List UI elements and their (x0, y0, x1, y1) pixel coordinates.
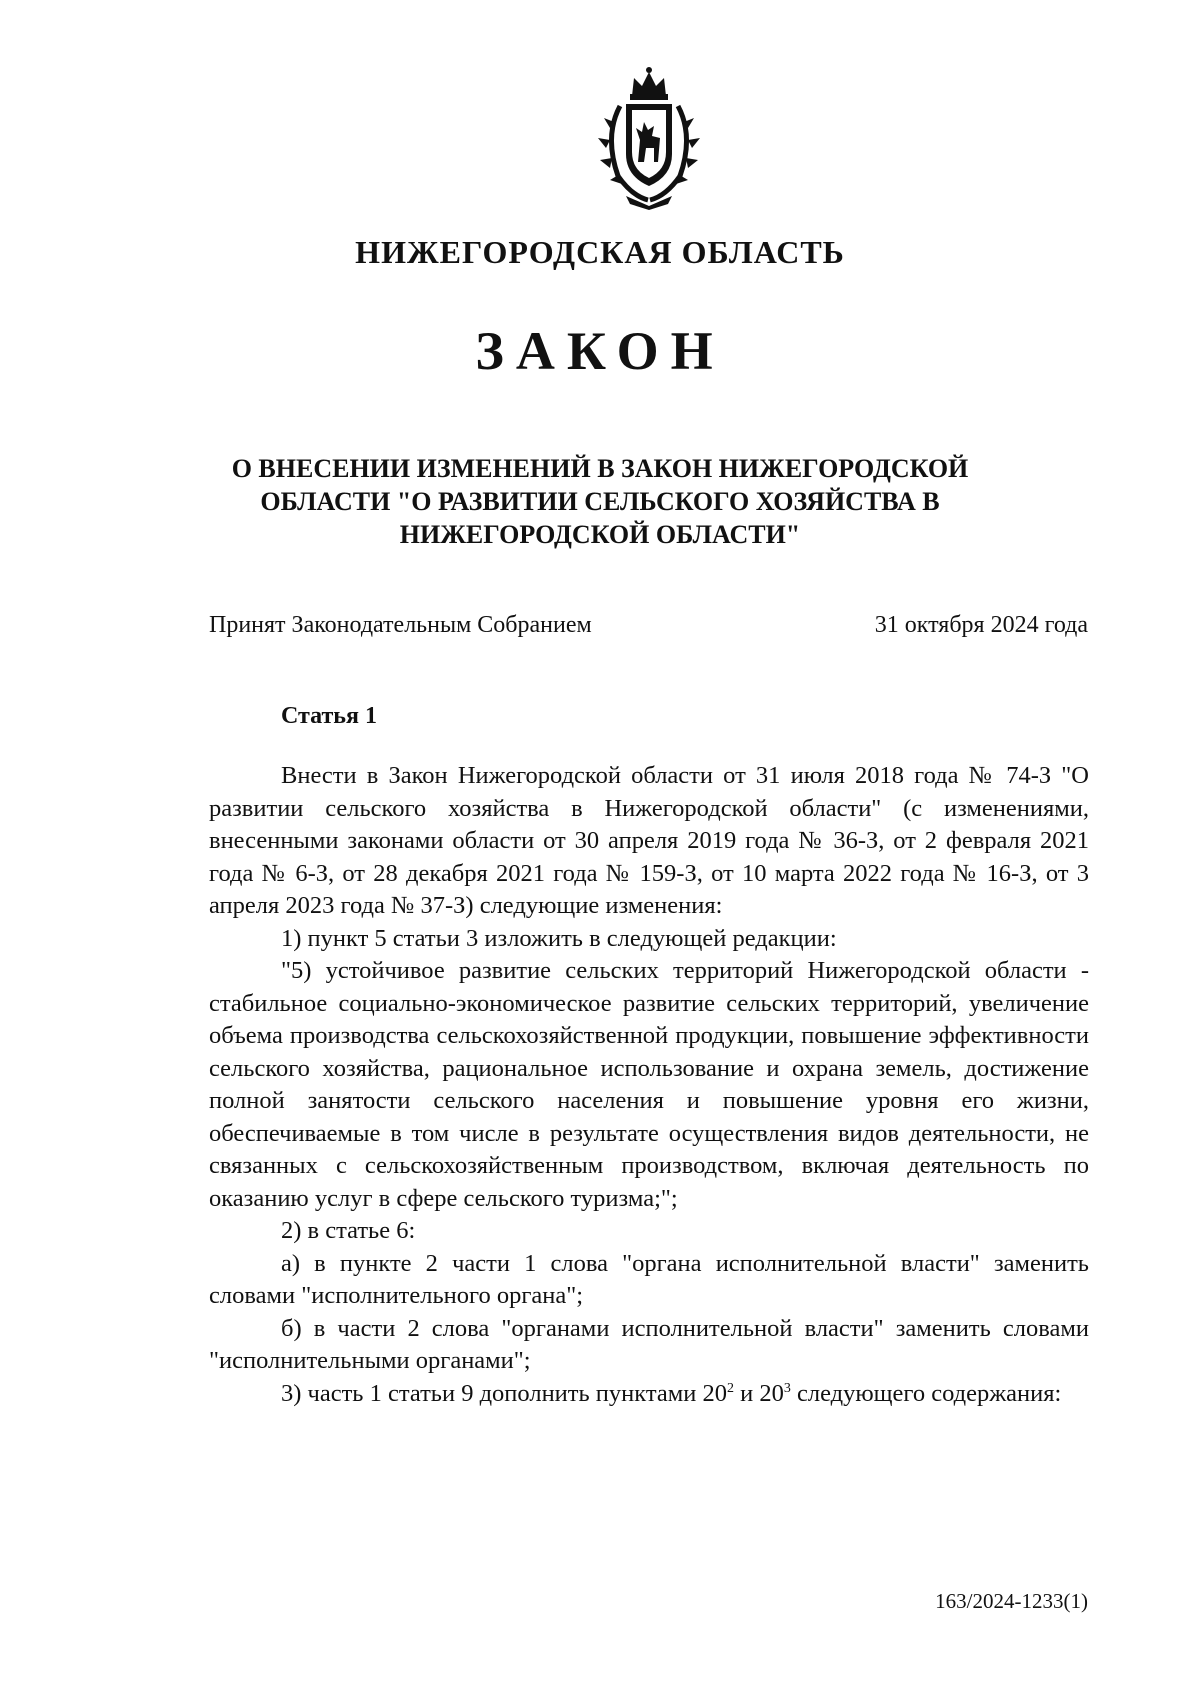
region-name: НИЖЕГОРОДСКАЯ ОБЛАСТЬ (355, 234, 845, 270)
law-title (230, 452, 970, 551)
article-body (209, 760, 1089, 1410)
item-2a-paragraph: а) в пункте 2 части 1 слова "органа исполнительной власти" заменить словами "исполнительного органа"; (209, 1249, 1089, 1309)
law-title-line-2: ОБЛАСТИ "О РАЗВИТИИ СЕЛЬСКОГО ХОЗЯЙСТВА В (260, 487, 940, 516)
item-2b-paragraph: б) в части 2 слова "органами исполнительной власти" заменить словами "исполнительными органами"; (209, 1314, 1089, 1374)
document-registration-number: 163/2024-1233(1) (935, 1589, 1088, 1613)
item-3-text-mid: и 20 (733, 1379, 784, 1407)
law-title-line-1: О ВНЕСЕНИИ ИЗМЕНЕНИЙ В ЗАКОН НИЖЕГОРОДСКОЙ (231, 454, 969, 483)
item-3-text-end: следующего содержания: (790, 1379, 1062, 1407)
article-intro-paragraph: Внести в Закон Нижегородской области от 31 июля 2018 года № 74-З "О развитии сельского хозяйства в Нижегородской области" (с изменениями, внесенными законами области от 30 апреля 2019 года № 36-З, от 2 февраля 2021 года № 6-З, от 28 декабря 2021 года № 159-З, от 10 марта 2022 года № 16-З, от 3 апреля 2023 года № 37-З) следующие изменения: (209, 762, 1089, 919)
coat-of-arms-emblem-icon (582, 66, 716, 210)
document-type: ЗАКОН (475, 321, 725, 381)
adopted-by-label: Принят Законодательным Собранием (209, 612, 592, 638)
item-2-paragraph: 2) в статье 6: (281, 1217, 416, 1244)
item-3-paragraph (209, 1378, 1089, 1411)
item-3-superscript-2: 3 (783, 1380, 791, 1396)
item-1-paragraph: 1) пункт 5 статьи 3 изложить в следующей редакции: (281, 924, 837, 952)
item-3-text-start: 3) часть 1 статьи 9 дополнить пунктами 20 (281, 1379, 727, 1407)
item-3-superscript-1: 2 (726, 1380, 734, 1396)
adoption-date: 31 октября 2024 года (874, 612, 1088, 638)
item-1-quoted-definition: "5) устойчивое развитие сельских территорий Нижегородской области - стабильное социально-экономическое развитие сельских территорий, увеличение объема производства сельскохозяйственной продукции, повышение эффективности сельского хозяйства, рациональное использование и охрана земель, достижение полной занятости сельского населения и повышение уровня его жизни, обеспечиваемые в том числе в результате осуществления видов деятельности, не связанных с сельскохозяйственным производством, включая деятельность по оказанию услуг в сфере сельского туризма;"; (209, 957, 1089, 1212)
article-heading: Статья 1 (281, 703, 377, 729)
law-title-line-3: НИЖЕГОРОДСКОЙ ОБЛАСТИ" (399, 520, 801, 549)
